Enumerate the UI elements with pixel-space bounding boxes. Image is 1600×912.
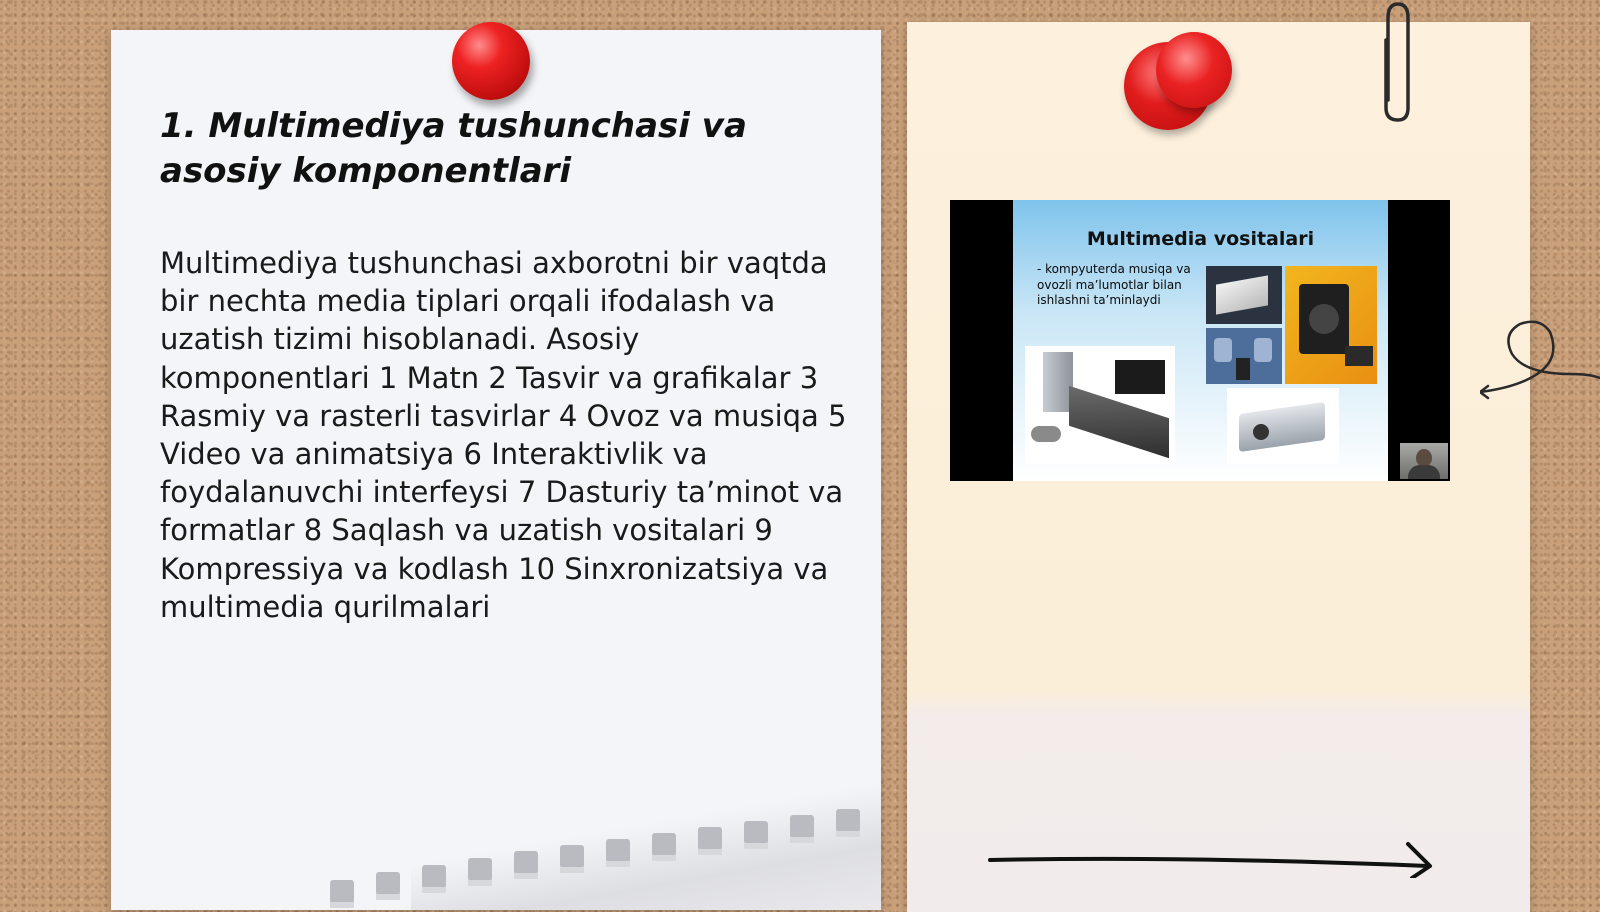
video-player[interactable] xyxy=(950,200,1450,481)
headset-image xyxy=(1206,328,1282,384)
computer-equipment-image xyxy=(1025,346,1175,464)
slide-subtitle: - kompyuterda musiqa va ovozli ma’lumotlar bilan ishlashni ta’minlaydi xyxy=(1037,262,1191,307)
spiral-tab xyxy=(468,858,492,886)
cd-drive-image xyxy=(1206,266,1282,324)
pushpin-icon xyxy=(452,22,530,100)
spiral-tab xyxy=(606,839,630,867)
curl-doodle-icon xyxy=(1480,312,1600,402)
card-body-text: Multimediya tushunchasi axborotni bir vaqtda bir nechta media tiplari orqali ifodalash va uzatish tizimi hisoblanadi. Asosiy komponentlari 1 Matn 2 Tasvir va grafikalar 3 Rasmiy va rasterli tasvirlar 4 Ovoz va musiqa 5 Video va animatsiya 6 Interaktivlik va foydalanuvchi interfeysi 7 Dasturiy ta’minot va formatlar 8 Saqlash va uzatish vositalari 9 Kompressiya va kodlash 10 Sinxronizatsiya va multimedia qurilmalari xyxy=(160,246,847,624)
speaker-system-image xyxy=(1285,266,1377,384)
spiral-tab xyxy=(698,827,722,855)
spiral-tab xyxy=(330,880,354,908)
spiral-tab xyxy=(514,851,538,879)
slide-frame xyxy=(1013,200,1388,481)
spiral-tab xyxy=(376,872,400,900)
spiral-tab xyxy=(836,809,860,837)
paper-fold-shadow xyxy=(411,780,881,910)
projector-image xyxy=(1227,388,1339,464)
webcam-thumbnail xyxy=(1400,443,1448,479)
pushpin-icon xyxy=(1156,32,1232,108)
paperclip-icon xyxy=(1378,0,1418,125)
spiral-tab xyxy=(422,865,446,893)
spiral-tab xyxy=(744,821,768,849)
spiral-tab xyxy=(652,833,676,861)
arrow-right-icon xyxy=(988,838,1448,878)
card-title: 1. Multimediya tushunchasi va asosiy komponentlari xyxy=(160,106,747,191)
slide-title: Multimedia vositalari xyxy=(1086,228,1315,250)
spiral-tab xyxy=(560,845,584,873)
spiral-tab xyxy=(790,815,814,843)
